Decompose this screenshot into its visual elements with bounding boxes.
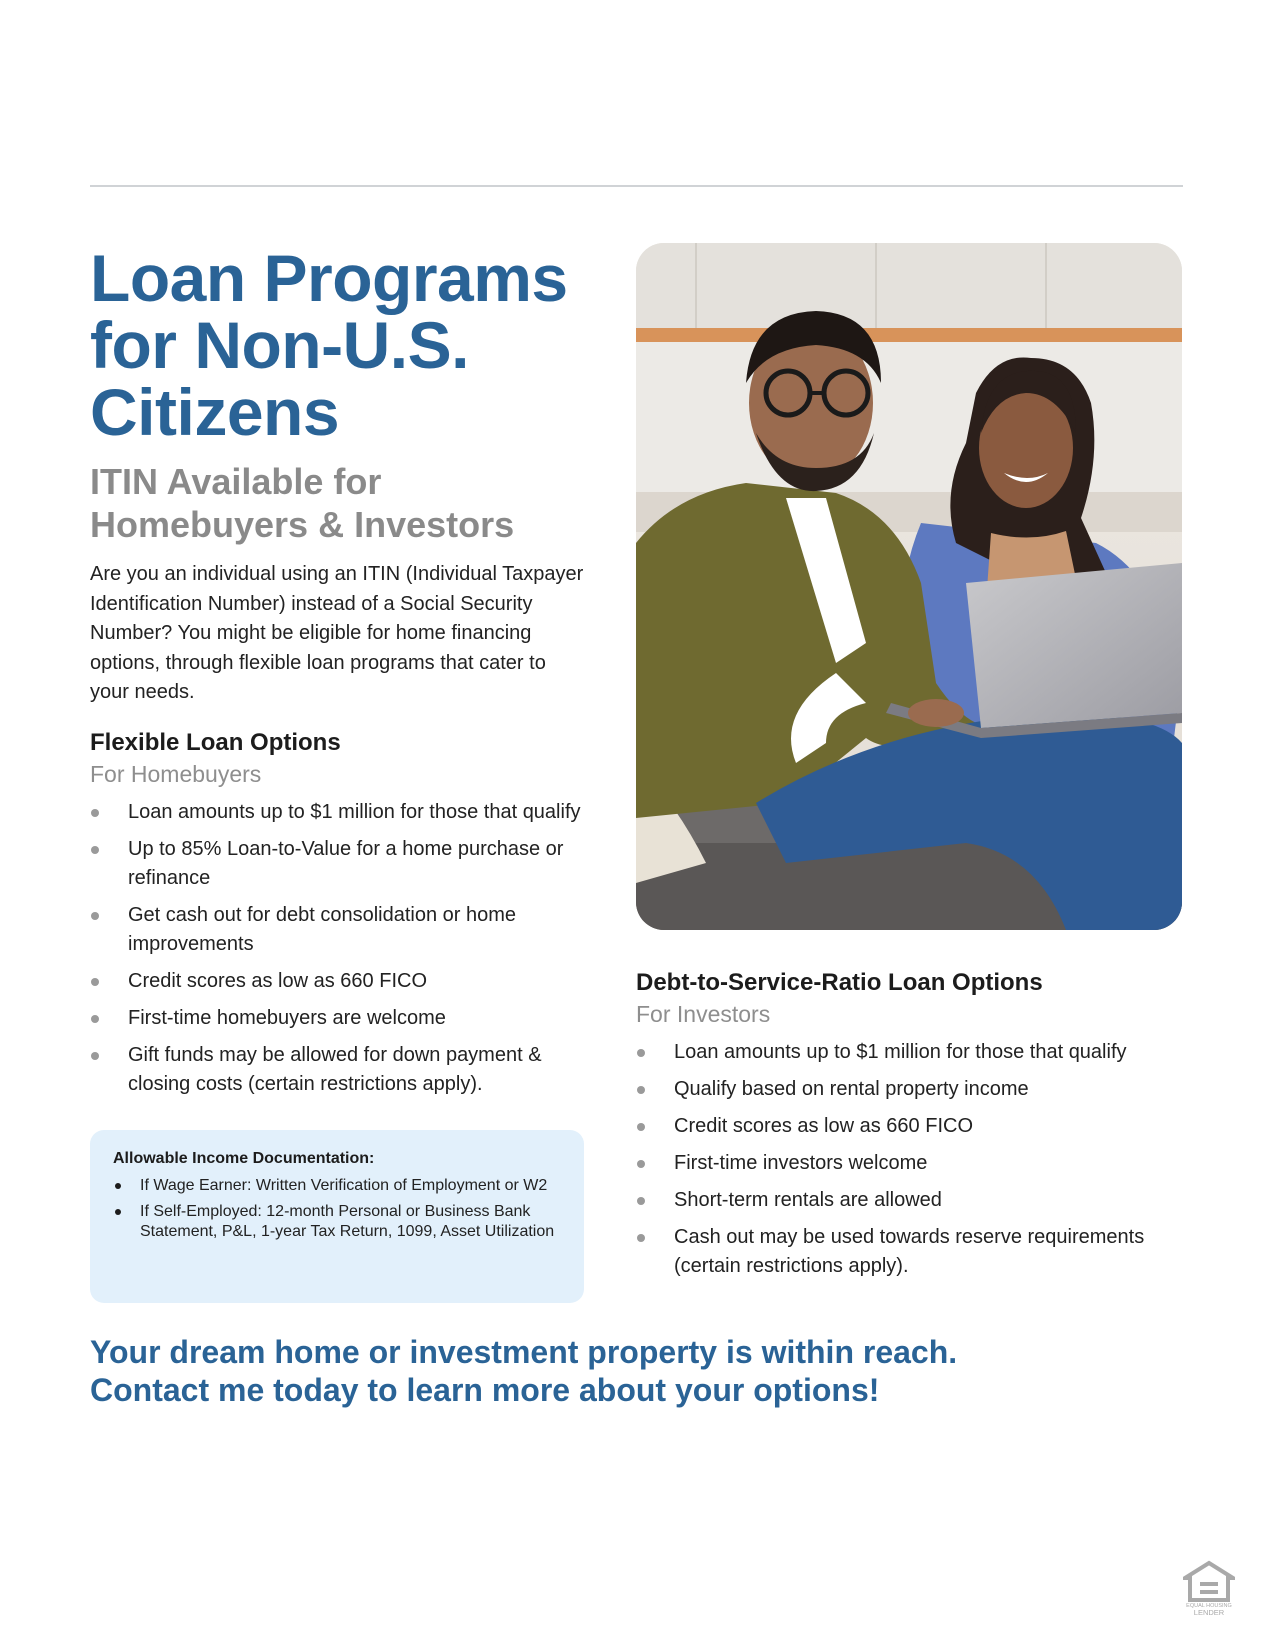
call-to-action bbox=[90, 1333, 1190, 1409]
income-documentation-box bbox=[90, 1130, 584, 1303]
documentation-list bbox=[113, 1176, 562, 1242]
list-item: Loan amounts up to $1 million for those that qualify bbox=[90, 798, 590, 827]
list-item: Credit scores as low as 660 FICO bbox=[90, 967, 590, 996]
investors-subheading: For Investors bbox=[636, 1001, 771, 1027]
list-item: Gift funds may be allowed for down payment & closing costs (certain restrictions apply). bbox=[90, 1041, 590, 1099]
ehl-line-1: EQUAL HOUSING bbox=[1186, 1603, 1232, 1609]
cta-line-2: Contact me today to learn more about your options! bbox=[90, 1372, 880, 1408]
couple-photo bbox=[636, 243, 1182, 930]
homebuyers-subheading: For Homebuyers bbox=[90, 760, 262, 787]
investors-heading: Debt-to-Service-Ratio Loan Options bbox=[636, 969, 1043, 996]
list-item: Cash out may be used towards reserve requirements (certain restrictions apply). bbox=[636, 1223, 1156, 1281]
page-title: Loan Programs for Non-U.S. Citizens bbox=[90, 241, 568, 449]
equal-housing-lender-icon bbox=[1183, 1560, 1235, 1616]
investors-list bbox=[636, 1038, 1156, 1281]
couple-illustration bbox=[636, 243, 1182, 930]
right-column bbox=[636, 968, 1156, 1289]
list-item: Get cash out for debt consolidation or home improvements bbox=[90, 901, 590, 959]
intro-paragraph: Are you an individual using an ITIN (Individual Taxpayer Identification Number) instead of a Social Security Number? You might be eligible for home financing options, through flexible loan programs that cater to your needs. bbox=[90, 563, 584, 703]
list-item: First-time homebuyers are welcome bbox=[90, 1004, 590, 1033]
homebuyers-list bbox=[90, 798, 590, 1099]
list-item: Up to 85% Loan-to-Value for a home purchase or refinance bbox=[90, 835, 590, 893]
documentation-title: Allowable Income Documentation: bbox=[113, 1150, 375, 1167]
list-item: Qualify based on rental property income bbox=[636, 1075, 1156, 1104]
list-item: Loan amounts up to $1 million for those that qualify bbox=[636, 1038, 1156, 1067]
list-item: If Wage Earner: Written Verification of Employment or W2 bbox=[113, 1176, 562, 1196]
homebuyers-heading: Flexible Loan Options bbox=[90, 728, 341, 756]
list-item: If Self-Employed: 12-month Personal or Business Bank Statement, P&L, 1-year Tax Return, 1099, Asset Utilization bbox=[113, 1202, 562, 1242]
page-subtitle: ITIN Available for Homebuyers & Investors bbox=[90, 461, 515, 545]
list-item: Credit scores as low as 660 FICO bbox=[636, 1112, 1156, 1141]
cta-line-1: Your dream home or investment property is within reach. bbox=[90, 1334, 958, 1370]
list-item: Short-term rentals are allowed bbox=[636, 1186, 1156, 1215]
header-divider bbox=[90, 185, 1183, 187]
left-column bbox=[90, 241, 590, 1107]
ehl-line-2: LENDER bbox=[1193, 1608, 1225, 1616]
list-item: First-time investors welcome bbox=[636, 1149, 1156, 1178]
